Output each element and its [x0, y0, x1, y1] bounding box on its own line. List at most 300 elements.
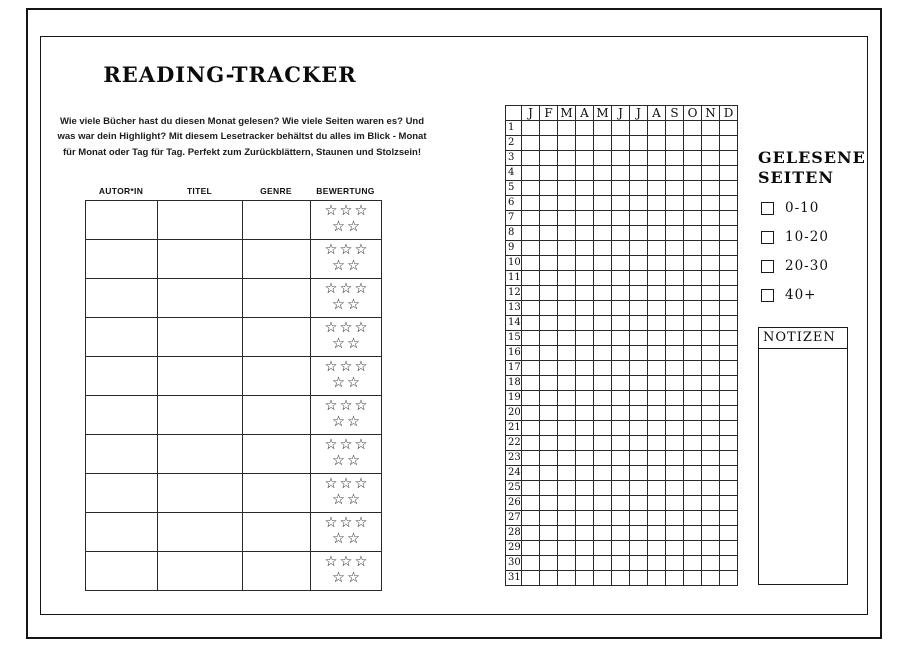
day-cell[interactable] — [720, 391, 738, 406]
day-cell[interactable] — [630, 136, 648, 151]
day-cell[interactable] — [522, 226, 540, 241]
day-cell[interactable] — [594, 316, 612, 331]
day-cell[interactable] — [522, 571, 540, 586]
day-cell[interactable] — [666, 361, 684, 376]
day-cell[interactable] — [522, 331, 540, 346]
day-cell[interactable] — [666, 481, 684, 496]
day-cell[interactable] — [684, 121, 702, 136]
day-cell[interactable] — [702, 376, 720, 391]
day-cell[interactable] — [630, 196, 648, 211]
day-cell[interactable] — [630, 481, 648, 496]
rating-cell[interactable] — [311, 552, 382, 591]
star-icon-row[interactable]: ☆☆ — [332, 219, 362, 235]
day-cell[interactable] — [612, 211, 630, 226]
day-cell[interactable] — [684, 256, 702, 271]
day-cell[interactable] — [558, 196, 576, 211]
day-cell[interactable] — [684, 451, 702, 466]
day-cell[interactable] — [522, 211, 540, 226]
star-icon-row[interactable]: ☆☆☆ — [324, 476, 370, 493]
day-cell[interactable] — [648, 151, 666, 166]
day-cell[interactable] — [684, 421, 702, 436]
day-cell[interactable] — [576, 436, 594, 451]
entry-cell[interactable] — [86, 552, 158, 591]
day-cell[interactable] — [702, 331, 720, 346]
day-cell[interactable] — [576, 166, 594, 181]
day-cell[interactable] — [522, 256, 540, 271]
day-cell[interactable] — [630, 406, 648, 421]
day-cell[interactable] — [648, 436, 666, 451]
star-icon-row[interactable]: ☆☆ — [332, 414, 362, 430]
day-cell[interactable] — [648, 421, 666, 436]
star-icon-row[interactable]: ☆☆ — [332, 570, 362, 586]
day-cell[interactable] — [612, 331, 630, 346]
day-cell[interactable] — [612, 481, 630, 496]
day-cell[interactable] — [630, 541, 648, 556]
day-cell[interactable] — [576, 406, 594, 421]
day-cell[interactable] — [648, 526, 666, 541]
day-cell[interactable] — [594, 436, 612, 451]
day-cell[interactable] — [576, 511, 594, 526]
day-cell[interactable] — [630, 301, 648, 316]
day-cell[interactable] — [684, 526, 702, 541]
entry-cell[interactable] — [86, 474, 158, 513]
day-cell[interactable] — [684, 331, 702, 346]
day-cell[interactable] — [630, 151, 648, 166]
day-cell[interactable] — [720, 511, 738, 526]
star-icon-row[interactable]: ☆☆☆ — [324, 515, 370, 532]
day-cell[interactable] — [576, 331, 594, 346]
entry-cell[interactable] — [158, 513, 243, 552]
day-cell[interactable] — [720, 316, 738, 331]
star-icon-row[interactable]: ☆☆ — [332, 258, 362, 274]
day-cell[interactable] — [576, 301, 594, 316]
day-cell[interactable] — [540, 211, 558, 226]
day-cell[interactable] — [648, 571, 666, 586]
day-cell[interactable] — [702, 406, 720, 421]
day-cell[interactable] — [666, 496, 684, 511]
day-cell[interactable] — [612, 301, 630, 316]
day-cell[interactable] — [612, 421, 630, 436]
day-cell[interactable] — [576, 211, 594, 226]
day-cell[interactable] — [576, 256, 594, 271]
day-cell[interactable] — [558, 181, 576, 196]
day-cell[interactable] — [594, 211, 612, 226]
day-cell[interactable] — [540, 121, 558, 136]
day-cell[interactable] — [648, 301, 666, 316]
day-cell[interactable] — [702, 361, 720, 376]
day-cell[interactable] — [630, 316, 648, 331]
day-cell[interactable] — [666, 181, 684, 196]
day-cell[interactable] — [522, 481, 540, 496]
entry-cell[interactable] — [86, 513, 158, 552]
day-cell[interactable] — [594, 241, 612, 256]
day-cell[interactable] — [594, 496, 612, 511]
day-cell[interactable] — [666, 211, 684, 226]
day-cell[interactable] — [558, 571, 576, 586]
day-cell[interactable] — [702, 286, 720, 301]
day-cell[interactable] — [540, 406, 558, 421]
day-cell[interactable] — [558, 286, 576, 301]
day-cell[interactable] — [648, 241, 666, 256]
day-cell[interactable] — [522, 316, 540, 331]
day-cell[interactable] — [540, 286, 558, 301]
day-cell[interactable] — [702, 226, 720, 241]
day-cell[interactable] — [558, 361, 576, 376]
day-cell[interactable] — [630, 241, 648, 256]
day-cell[interactable] — [720, 346, 738, 361]
entry-cell[interactable] — [243, 201, 311, 240]
day-cell[interactable] — [522, 181, 540, 196]
day-cell[interactable] — [630, 286, 648, 301]
day-cell[interactable] — [558, 451, 576, 466]
day-cell[interactable] — [558, 151, 576, 166]
day-cell[interactable] — [612, 466, 630, 481]
day-cell[interactable] — [594, 376, 612, 391]
day-cell[interactable] — [648, 271, 666, 286]
day-cell[interactable] — [522, 421, 540, 436]
day-cell[interactable] — [648, 286, 666, 301]
entry-cell[interactable] — [86, 357, 158, 396]
day-cell[interactable] — [666, 466, 684, 481]
day-cell[interactable] — [612, 151, 630, 166]
star-icon-row[interactable]: ☆☆ — [332, 336, 362, 352]
day-cell[interactable] — [540, 166, 558, 181]
day-cell[interactable] — [558, 376, 576, 391]
entry-cell[interactable] — [243, 435, 311, 474]
day-cell[interactable] — [648, 226, 666, 241]
star-icon-row[interactable]: ☆☆ — [332, 297, 362, 313]
star-icon-row[interactable]: ☆☆ — [332, 492, 362, 508]
day-cell[interactable] — [576, 421, 594, 436]
star-icon-row[interactable]: ☆☆☆ — [324, 359, 370, 376]
day-cell[interactable] — [666, 541, 684, 556]
day-cell[interactable] — [540, 136, 558, 151]
day-cell[interactable] — [558, 301, 576, 316]
day-cell[interactable] — [522, 496, 540, 511]
star-icon-row[interactable]: ☆☆ — [332, 375, 362, 391]
day-cell[interactable] — [576, 241, 594, 256]
rating-cell[interactable] — [311, 396, 382, 435]
day-cell[interactable] — [594, 226, 612, 241]
day-cell[interactable] — [702, 166, 720, 181]
entry-cell[interactable] — [243, 474, 311, 513]
day-cell[interactable] — [558, 421, 576, 436]
day-cell[interactable] — [558, 496, 576, 511]
day-cell[interactable] — [684, 166, 702, 181]
day-cell[interactable] — [576, 556, 594, 571]
day-cell[interactable] — [522, 241, 540, 256]
day-cell[interactable] — [594, 181, 612, 196]
day-cell[interactable] — [630, 436, 648, 451]
entry-cell[interactable] — [158, 279, 243, 318]
entry-cell[interactable] — [86, 435, 158, 474]
day-cell[interactable] — [612, 181, 630, 196]
day-cell[interactable] — [540, 556, 558, 571]
day-cell[interactable] — [630, 466, 648, 481]
day-cell[interactable] — [522, 376, 540, 391]
day-cell[interactable] — [576, 196, 594, 211]
day-cell[interactable] — [720, 571, 738, 586]
day-cell[interactable] — [630, 331, 648, 346]
entry-cell[interactable] — [158, 396, 243, 435]
entry-cell[interactable] — [158, 474, 243, 513]
day-cell[interactable] — [648, 136, 666, 151]
day-cell[interactable] — [720, 286, 738, 301]
entry-cell[interactable] — [243, 279, 311, 318]
day-cell[interactable] — [702, 136, 720, 151]
day-cell[interactable] — [666, 271, 684, 286]
day-cell[interactable] — [630, 556, 648, 571]
day-cell[interactable] — [594, 151, 612, 166]
day-cell[interactable] — [612, 406, 630, 421]
day-cell[interactable] — [540, 436, 558, 451]
day-cell[interactable] — [684, 286, 702, 301]
day-cell[interactable] — [702, 571, 720, 586]
day-cell[interactable] — [666, 331, 684, 346]
day-cell[interactable] — [648, 121, 666, 136]
day-cell[interactable] — [648, 331, 666, 346]
day-cell[interactable] — [594, 136, 612, 151]
day-cell[interactable] — [522, 526, 540, 541]
day-cell[interactable] — [702, 451, 720, 466]
day-cell[interactable] — [540, 421, 558, 436]
day-cell[interactable] — [666, 196, 684, 211]
day-cell[interactable] — [594, 406, 612, 421]
day-cell[interactable] — [576, 346, 594, 361]
day-cell[interactable] — [702, 526, 720, 541]
day-cell[interactable] — [612, 376, 630, 391]
day-cell[interactable] — [720, 211, 738, 226]
day-cell[interactable] — [684, 511, 702, 526]
checkbox-icon[interactable] — [761, 231, 774, 244]
day-cell[interactable] — [666, 376, 684, 391]
notes-box[interactable] — [758, 327, 848, 585]
day-cell[interactable] — [594, 526, 612, 541]
day-cell[interactable] — [684, 316, 702, 331]
day-cell[interactable] — [720, 166, 738, 181]
day-cell[interactable] — [522, 391, 540, 406]
day-cell[interactable] — [576, 391, 594, 406]
day-cell[interactable] — [594, 421, 612, 436]
day-cell[interactable] — [576, 271, 594, 286]
day-cell[interactable] — [648, 556, 666, 571]
entry-cell[interactable] — [243, 396, 311, 435]
day-cell[interactable] — [684, 346, 702, 361]
day-cell[interactable] — [666, 151, 684, 166]
day-cell[interactable] — [558, 556, 576, 571]
day-cell[interactable] — [666, 226, 684, 241]
day-cell[interactable] — [558, 241, 576, 256]
day-cell[interactable] — [720, 196, 738, 211]
day-cell[interactable] — [558, 391, 576, 406]
day-cell[interactable] — [720, 466, 738, 481]
day-cell[interactable] — [684, 196, 702, 211]
day-cell[interactable] — [684, 361, 702, 376]
day-cell[interactable] — [612, 196, 630, 211]
day-cell[interactable] — [684, 391, 702, 406]
day-cell[interactable] — [540, 571, 558, 586]
day-cell[interactable] — [630, 166, 648, 181]
day-cell[interactable] — [594, 466, 612, 481]
day-cell[interactable] — [594, 166, 612, 181]
day-cell[interactable] — [540, 346, 558, 361]
day-cell[interactable] — [630, 256, 648, 271]
day-cell[interactable] — [576, 226, 594, 241]
day-cell[interactable] — [666, 286, 684, 301]
entry-cell[interactable] — [86, 240, 158, 279]
day-cell[interactable] — [684, 241, 702, 256]
day-cell[interactable] — [540, 511, 558, 526]
day-cell[interactable] — [576, 121, 594, 136]
day-cell[interactable] — [648, 346, 666, 361]
day-cell[interactable] — [522, 271, 540, 286]
day-cell[interactable] — [540, 376, 558, 391]
day-cell[interactable] — [684, 151, 702, 166]
day-cell[interactable] — [648, 451, 666, 466]
day-cell[interactable] — [612, 541, 630, 556]
day-cell[interactable] — [720, 181, 738, 196]
day-cell[interactable] — [522, 301, 540, 316]
day-cell[interactable] — [702, 121, 720, 136]
star-icon-row[interactable]: ☆☆☆ — [324, 554, 370, 571]
entry-cell[interactable] — [243, 552, 311, 591]
day-cell[interactable] — [720, 541, 738, 556]
day-cell[interactable] — [702, 346, 720, 361]
day-cell[interactable] — [612, 571, 630, 586]
day-cell[interactable] — [540, 196, 558, 211]
day-cell[interactable] — [594, 481, 612, 496]
day-cell[interactable] — [594, 271, 612, 286]
day-cell[interactable] — [612, 256, 630, 271]
day-cell[interactable] — [720, 451, 738, 466]
day-cell[interactable] — [612, 346, 630, 361]
rating-cell[interactable] — [311, 474, 382, 513]
star-icon-row[interactable]: ☆☆☆ — [324, 203, 370, 220]
day-cell[interactable] — [702, 481, 720, 496]
day-cell[interactable] — [594, 511, 612, 526]
day-cell[interactable] — [540, 451, 558, 466]
day-cell[interactable] — [684, 136, 702, 151]
star-icon-row[interactable]: ☆☆☆ — [324, 320, 370, 337]
day-cell[interactable] — [540, 226, 558, 241]
day-cell[interactable] — [684, 406, 702, 421]
day-cell[interactable] — [648, 541, 666, 556]
day-cell[interactable] — [594, 346, 612, 361]
entry-cell[interactable] — [86, 279, 158, 318]
day-cell[interactable] — [540, 256, 558, 271]
day-cell[interactable] — [558, 526, 576, 541]
day-cell[interactable] — [702, 211, 720, 226]
day-cell[interactable] — [594, 361, 612, 376]
day-cell[interactable] — [540, 331, 558, 346]
day-cell[interactable] — [666, 436, 684, 451]
day-cell[interactable] — [720, 406, 738, 421]
day-cell[interactable] — [540, 361, 558, 376]
day-cell[interactable] — [702, 466, 720, 481]
rating-cell[interactable] — [311, 279, 382, 318]
day-cell[interactable] — [666, 166, 684, 181]
day-cell[interactable] — [540, 271, 558, 286]
day-cell[interactable] — [522, 466, 540, 481]
day-cell[interactable] — [540, 526, 558, 541]
day-cell[interactable] — [648, 376, 666, 391]
day-cell[interactable] — [630, 376, 648, 391]
day-cell[interactable] — [684, 481, 702, 496]
day-cell[interactable] — [522, 346, 540, 361]
day-cell[interactable] — [702, 181, 720, 196]
star-icon-row[interactable]: ☆☆ — [332, 453, 362, 469]
rating-cell[interactable] — [311, 513, 382, 552]
day-cell[interactable] — [684, 466, 702, 481]
day-cell[interactable] — [684, 436, 702, 451]
day-cell[interactable] — [630, 391, 648, 406]
entry-cell[interactable] — [158, 552, 243, 591]
day-cell[interactable] — [558, 541, 576, 556]
day-cell[interactable] — [720, 481, 738, 496]
day-cell[interactable] — [540, 496, 558, 511]
day-cell[interactable] — [720, 376, 738, 391]
day-cell[interactable] — [594, 391, 612, 406]
entry-cell[interactable] — [86, 201, 158, 240]
day-cell[interactable] — [612, 556, 630, 571]
day-cell[interactable] — [666, 241, 684, 256]
day-cell[interactable] — [648, 316, 666, 331]
day-cell[interactable] — [702, 556, 720, 571]
day-cell[interactable] — [630, 511, 648, 526]
day-cell[interactable] — [666, 556, 684, 571]
day-cell[interactable] — [720, 361, 738, 376]
day-cell[interactable] — [666, 121, 684, 136]
rating-cell[interactable] — [311, 435, 382, 474]
day-cell[interactable] — [612, 316, 630, 331]
day-cell[interactable] — [666, 346, 684, 361]
day-cell[interactable] — [630, 346, 648, 361]
day-cell[interactable] — [612, 436, 630, 451]
day-cell[interactable] — [702, 496, 720, 511]
day-cell[interactable] — [702, 271, 720, 286]
day-cell[interactable] — [576, 466, 594, 481]
day-cell[interactable] — [558, 271, 576, 286]
day-cell[interactable] — [648, 511, 666, 526]
day-cell[interactable] — [666, 256, 684, 271]
day-cell[interactable] — [594, 121, 612, 136]
day-cell[interactable] — [612, 451, 630, 466]
day-cell[interactable] — [684, 571, 702, 586]
day-cell[interactable] — [666, 526, 684, 541]
day-cell[interactable] — [666, 571, 684, 586]
star-icon-row[interactable]: ☆☆☆ — [324, 398, 370, 415]
day-cell[interactable] — [558, 406, 576, 421]
day-cell[interactable] — [522, 451, 540, 466]
entry-cell[interactable] — [243, 240, 311, 279]
day-cell[interactable] — [522, 121, 540, 136]
day-cell[interactable] — [558, 211, 576, 226]
day-cell[interactable] — [648, 496, 666, 511]
day-cell[interactable] — [576, 136, 594, 151]
day-cell[interactable] — [558, 256, 576, 271]
day-cell[interactable] — [612, 241, 630, 256]
day-cell[interactable] — [594, 301, 612, 316]
day-cell[interactable] — [666, 391, 684, 406]
day-cell[interactable] — [576, 571, 594, 586]
day-cell[interactable] — [612, 361, 630, 376]
day-cell[interactable] — [612, 496, 630, 511]
day-cell[interactable] — [612, 166, 630, 181]
day-cell[interactable] — [522, 436, 540, 451]
day-cell[interactable] — [720, 331, 738, 346]
day-cell[interactable] — [612, 136, 630, 151]
entry-cell[interactable] — [158, 201, 243, 240]
